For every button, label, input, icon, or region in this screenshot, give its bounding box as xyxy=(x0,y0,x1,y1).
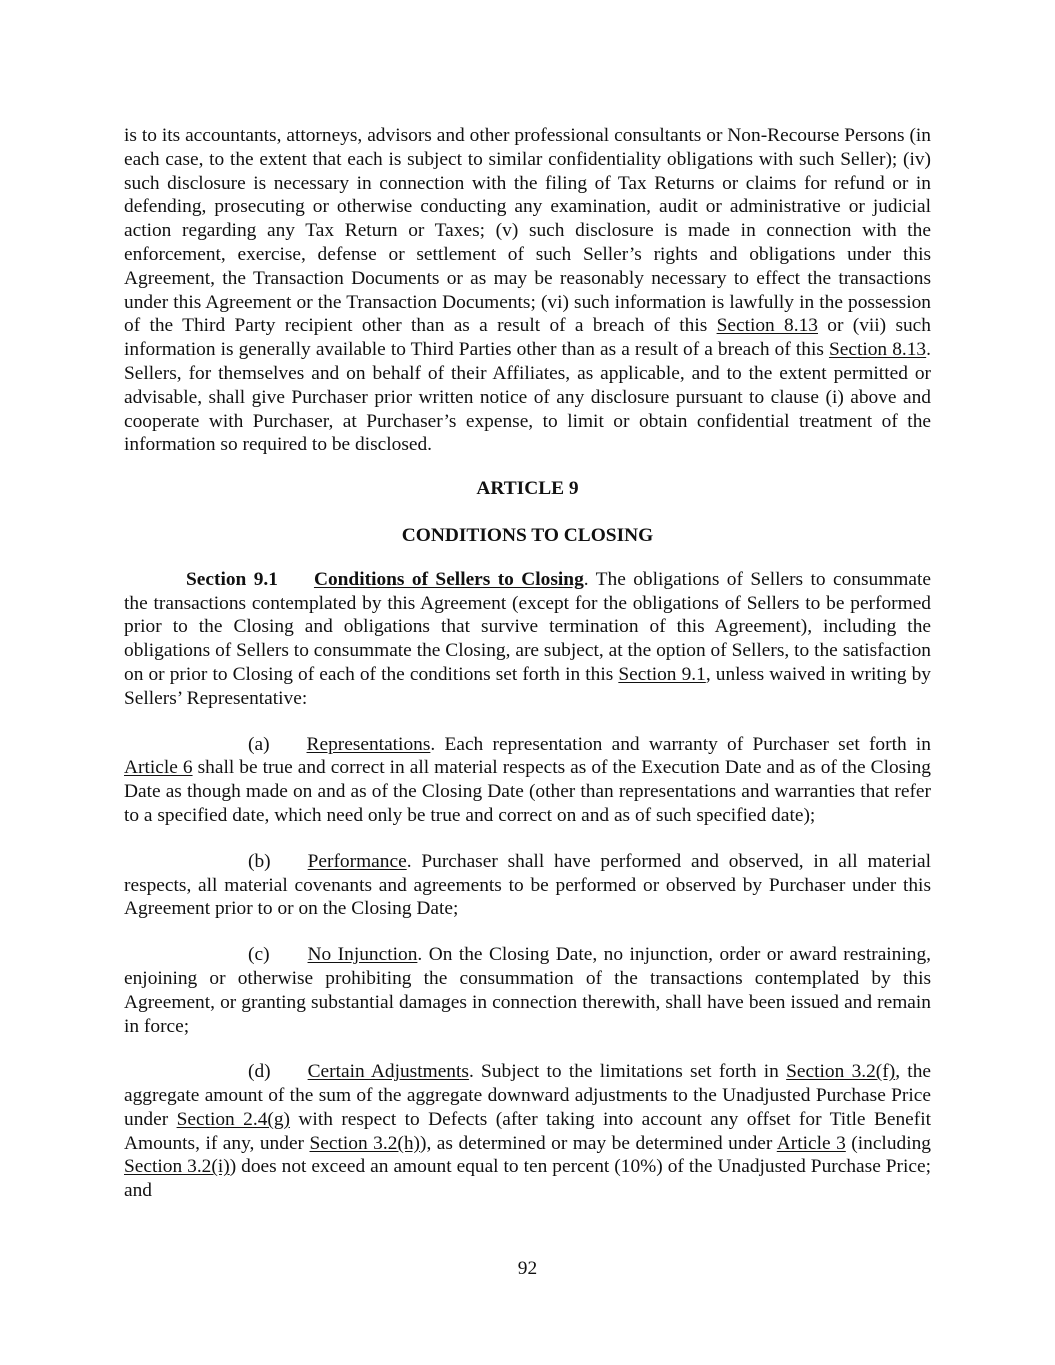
paragraph-text: , unless waived in writing by Sellers’ Representative: xyxy=(124,663,932,709)
clause-d-paragraph xyxy=(124,1060,931,1203)
cross-reference-section-9-1: Section 9.1 xyxy=(618,663,706,685)
paragraph-confidentiality-continued xyxy=(124,124,931,457)
cross-reference-section-2-4-g: Section 2.4(g) xyxy=(176,1108,291,1130)
clause-label: (c) xyxy=(248,944,270,966)
cross-reference-section-8-13: Section 8.13 xyxy=(716,315,818,337)
paragraph-text: ), as determined or may be determined under xyxy=(420,1132,777,1154)
paragraph-text: or (vii) such information is generally available to Third Parties other than as a result of a breach of this xyxy=(124,315,931,361)
paragraph-text: (including xyxy=(845,1132,931,1154)
cross-reference-section-3-2-h: Section 3.2(h) xyxy=(309,1132,421,1154)
paragraph-text: with respect to Defects (after taking into account any offset for Title Benefit Amounts, if any, under xyxy=(124,1108,932,1154)
article-heading: ARTICLE 9 xyxy=(476,478,579,500)
cross-reference-article-3: Article 3 xyxy=(776,1132,846,1154)
document-page xyxy=(124,124,931,1203)
paragraph-text: shall be true and correct in all material respects as of the Execution Date and as of the Closing Date as though made on and as of the Closing Date (other than representations and warranties that refer to a specified date, which need only be true and correct on and as of such specified date); xyxy=(124,757,931,826)
article-title: CONDITIONS TO CLOSING xyxy=(401,524,654,546)
clause-c-paragraph xyxy=(124,943,931,1038)
cross-reference-section-3-2-i: Section 3.2(i) xyxy=(124,1156,230,1178)
cross-reference-section-8-13: Section 8.13 xyxy=(828,339,927,361)
clause-label: (b) xyxy=(248,850,271,872)
paragraph-text: . Subject to the limitations set forth in xyxy=(468,1061,787,1083)
clause-a-paragraph xyxy=(124,733,931,828)
clause-b-paragraph xyxy=(124,850,931,921)
clause-title: Representations xyxy=(306,733,431,755)
paragraph-text: . The obligations of Sellers to consummate the transactions contemplated by this Agreement (except for the obligations of Sellers to be performed prior to the Closing and obligations that survive termination of this Agreement), including the obligations of Sellers to consummate the Closing, are subject, at the option of Sellers, to the satisfaction on or prior to Closing of each of the conditions set forth in this xyxy=(124,568,931,685)
clause-label: (d) xyxy=(248,1061,271,1083)
paragraph-text: . Sellers, for themselves and on behalf of their Affiliates, as applicable, and to the extent permitted or advisable, shall give Purchaser prior written notice of any disclosure pursuant to clause (i) above and cooperate with Purchaser, at Purchaser’s expense, to limit or obtain confidential treatment of the information so required to be disclosed. xyxy=(124,339,931,456)
clause-label: (a) xyxy=(248,733,270,755)
paragraph-text: is to its accountants, attorneys, advisors and other professional consultants or Non-Recourse Persons (in each case, to the extent that each is subject to similar confidentiality obligations with such Seller); (iv) such disclosure is necessary in connection with the filing of Tax Returns or claims for refund or in defending, prosecuting or otherwise conducting any examination, audit or administrative or judicial action regarding any Tax Return or Taxes; (v) such disclosure is made in connection with the enforcement, exercise, defense or settlement of such Seller’s rights and obligations under this Agreement, the Transaction Documents or as may be reasonably necessary to effect the transactions under this Agreement or the Transaction Documents; (vi) such information is lawfully in the possession of the Third Party recipient other than as a result of a breach of this xyxy=(124,125,931,337)
paragraph-text: . On the Closing Date, no injunction, order or award restraining, enjoining or otherwise prohibiting the consummation of the transactions contemplated by this Agreement, or granting substantial damages in connection therewith, shall have been issued and remain in force; xyxy=(124,944,932,1037)
paragraph-text: . Each representation and warranty of Purchaser set forth in xyxy=(430,733,931,755)
page-number: 92 xyxy=(517,1258,538,1279)
section-9-1-paragraph xyxy=(124,568,931,711)
clause-title: Certain Adjustments xyxy=(307,1061,469,1083)
cross-reference-article-6: Article 6 xyxy=(124,757,193,779)
paragraph-text: , the aggregate amount of the sum of the aggregate downward adjustments to the Unadjusted Purchase Price under xyxy=(124,1061,931,1130)
section-title: Conditions of Sellers to Closing xyxy=(313,568,584,590)
paragraph-text: . Purchaser shall have performed and observed, in all material respects, all material covenants and agreements to be performed or observed by Purchaser under this Agreement prior to or on the Closing Date; xyxy=(124,850,931,920)
cross-reference-section-3-2-f: Section 3.2(f) xyxy=(786,1061,896,1083)
paragraph-text: ) does not exceed an amount equal to ten percent (10%) of the Unadjusted Purchase Price; and xyxy=(124,1156,931,1202)
clause-title: No Injunction xyxy=(307,944,418,966)
section-number: Section 9.1 xyxy=(186,568,278,590)
clause-title: Performance xyxy=(307,850,407,872)
